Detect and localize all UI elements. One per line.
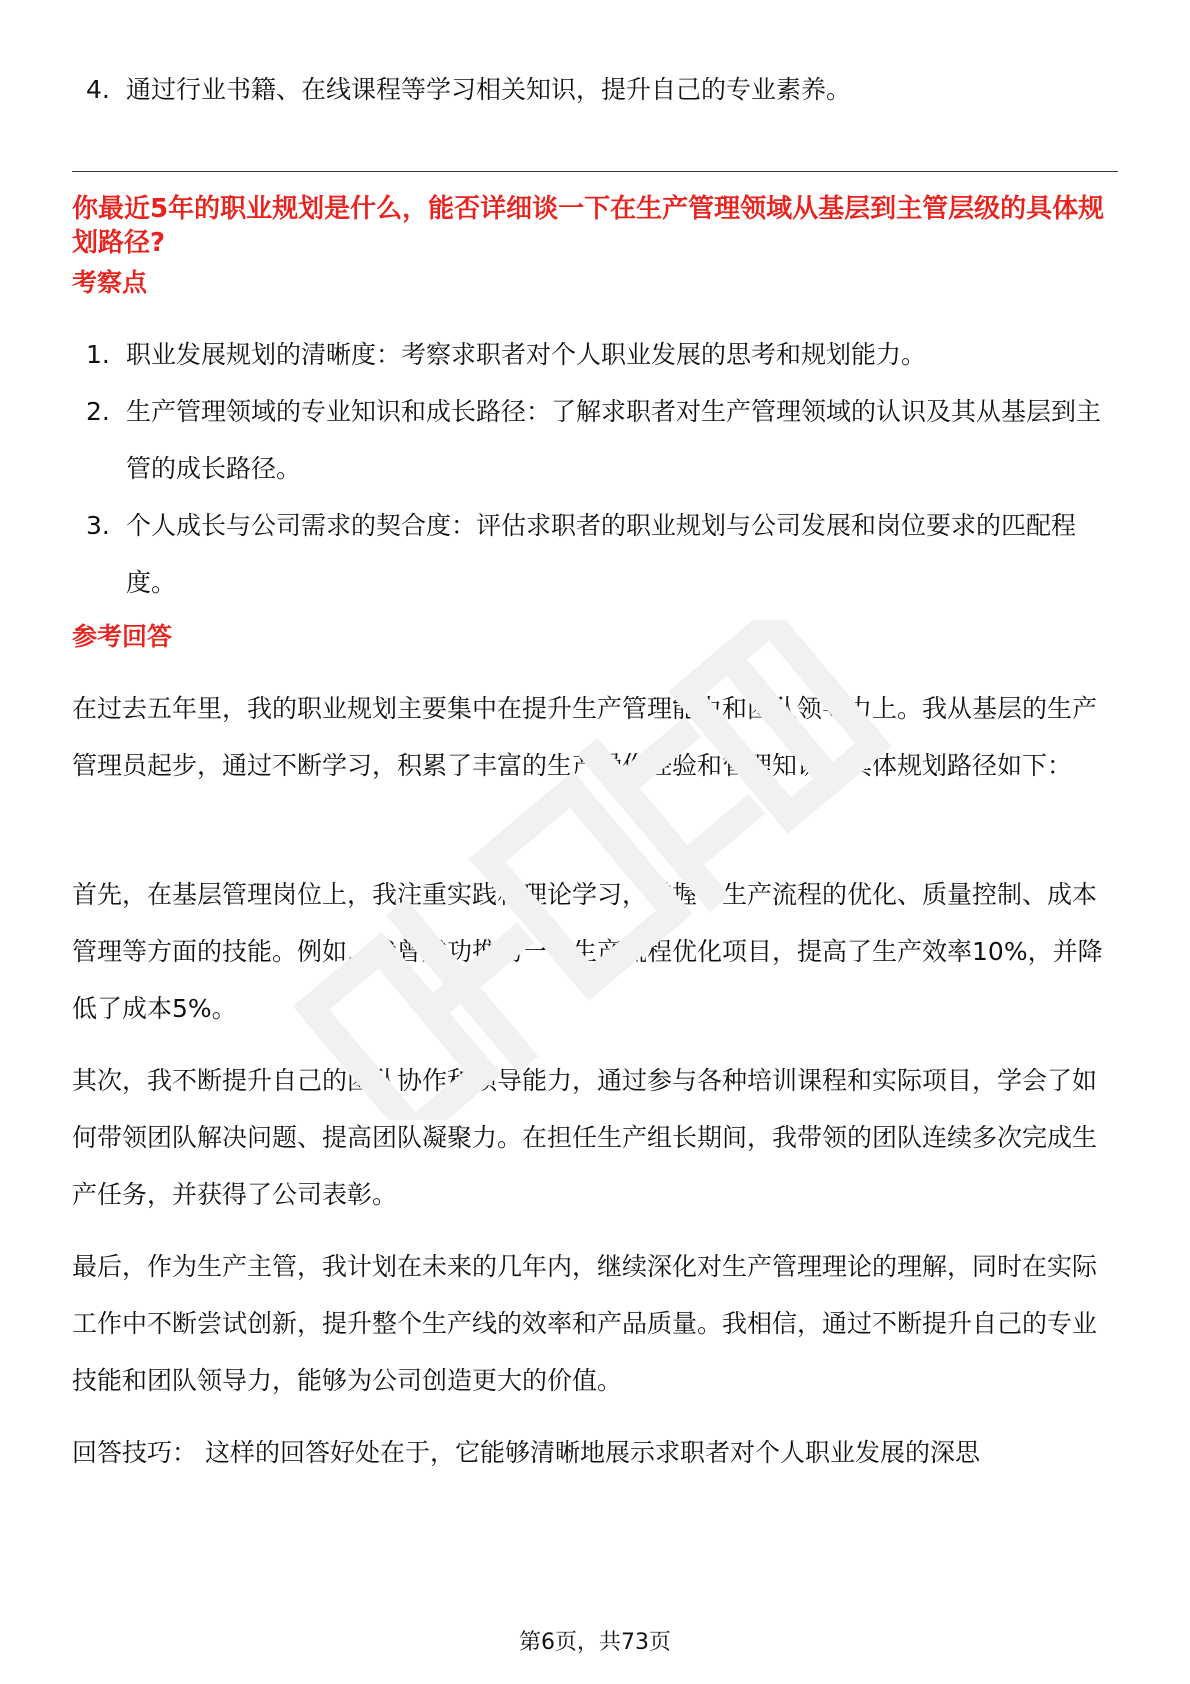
list-text: 通过行业书籍、在线课程等学习相关知识，提升自己的专业素养。 [126,75,852,104]
list-text: 个人成长与公司需求的契合度：评估求职者的职业规划与公司发展和岗位要求的匹配程度。 [126,511,1077,597]
examination-title: 考察点 [72,268,148,297]
list-number: 4. [86,75,110,104]
list-text: 生产管理领域的专业知识和成长路径：了解求职者对生产管理领域的认识及其从基层到主管的成长路径。 [126,397,1102,483]
question-heading: 你最近5年的职业规划是什么，能否详细谈一下在生产管理领域从基层到主管层级的具体规划路径? [72,194,1105,258]
list-number: 2. [86,397,110,426]
list-text: 职业发展规划的清晰度：考察求职者对个人职业发展的思考和规划能力。 [126,340,927,369]
answer-paragraph: 在过去五年里，我的职业规划主要集中在提升生产管理能力和团队领导力上。我从基层的生产管理员起步，通过不断学习，积累了丰富的生产操作经验和管理知识。具体规划路径如下： [72,694,1098,780]
answer-paragraph: 其次，我不断提升自己的团队协作和领导能力，通过参与各种培训课程和实际项目，学会了如何带领团队解决问题、提高团队凝聚力。在担任生产组长期间，我带领的团队连续多次完成生产任务，并获得了公司表彰。 [72,1066,1098,1209]
list-number: 1. [86,340,110,369]
list-item [86,383,1118,497]
examination-list [86,326,1118,611]
section-divider [72,171,1118,172]
document-page [72,0,1118,1684]
answer-paragraph: 最后，作为生产主管，我计划在未来的几年内，继续深化对生产管理理论的理解，同时在实际工作中不断尝试创新，提升整个生产线的效率和产品质量。我相信，通过不断提升自己的专业技能和团队领导力，能够为公司创造更大的价值。 [72,1252,1098,1395]
list-item [86,326,1118,383]
list-item [86,497,1118,611]
list-item [86,70,851,110]
page-footer: 第6页，共73页 [519,1630,671,1655]
list-number: 3. [86,511,110,540]
answer-title: 参考回答 [72,622,173,651]
answer-tip: 回答技巧： 这样的回答好处在于，它能够清晰地展示求职者对个人职业发展的深思 [72,1438,980,1467]
answer-paragraph: 首先，在基层管理岗位上，我注重实践和理论学习，掌握了生产流程的优化、质量控制、成本管理等方面的技能。例如，我曾成功推动一个生产流程优化项目，提高了生产效率10%，并降低了成本5%。 [72,880,1103,1023]
